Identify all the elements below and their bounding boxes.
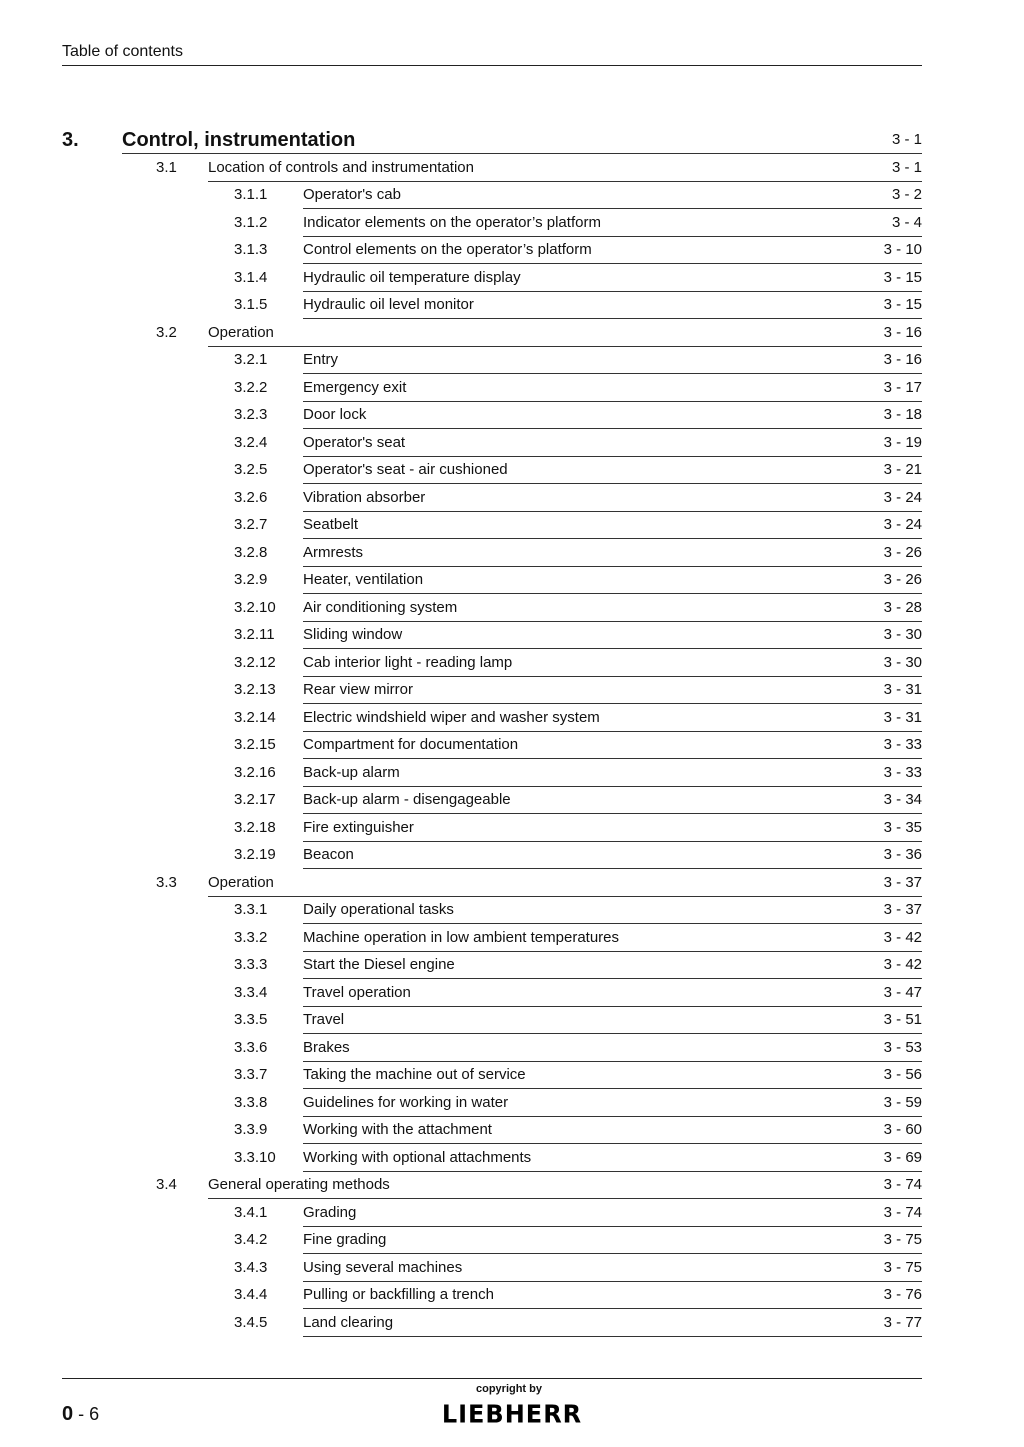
toc-entry[interactable] [0, 704, 1024, 732]
toc-entry-number: 3.1.2 [234, 213, 268, 231]
toc-entry-page: 3 - 19 [883, 433, 922, 451]
toc-entry[interactable] [0, 869, 1024, 897]
toc-entry-line [303, 731, 922, 759]
toc-entry-page: 3 - 37 [883, 901, 922, 918]
toc-entry-title: Seatbelt [303, 516, 359, 533]
toc-entry[interactable] [0, 759, 1024, 787]
toc-entry-number: 3.2.11 [234, 626, 275, 643]
toc-entry[interactable] [0, 1116, 1024, 1144]
toc-entry-page: 3 - 77 [883, 1313, 922, 1331]
toc-entry-page: 3 - 24 [883, 488, 922, 506]
toc-entry-line [303, 1089, 922, 1117]
toc-entry-page: 3 - 26 [883, 543, 922, 561]
toc-entry[interactable] [0, 979, 1024, 1007]
page-header [62, 40, 922, 66]
toc-entry-page: 3 - 26 [883, 571, 922, 588]
toc-entry-line [303, 649, 922, 677]
toc-entry-title: Entry [303, 351, 339, 368]
toc-entry-number: 3.1.3 [234, 241, 268, 258]
toc-entry[interactable] [0, 1061, 1024, 1089]
toc-entry-number: 3.2.3 [234, 406, 268, 423]
toc-entry-number: 3.3.6 [234, 1038, 268, 1056]
toc-entry[interactable] [0, 484, 1024, 512]
toc-entry-line [303, 951, 922, 979]
toc-entry-number: 3.1.5 [234, 296, 268, 313]
toc-entry-page: 3 - 33 [883, 736, 922, 753]
toc-entry-line [303, 1281, 922, 1309]
toc-entry-page: 3 - 31 [883, 708, 922, 726]
toc-entry-title: Daily operational tasks [303, 901, 454, 918]
toc-entry-title: Machine operation in low ambient temperatures [303, 928, 620, 946]
toc-entry-title: Operator's seat [303, 433, 406, 451]
toc-entry-number: 3.2.2 [234, 378, 268, 396]
toc-entry-title: Indicator elements on the operator’s platform [303, 213, 601, 231]
toc-entry-line [303, 566, 922, 594]
toc-entry-line [303, 484, 922, 512]
toc-entry-number: 3. [62, 129, 79, 151]
toc-entry-page: 3 - 36 [883, 846, 922, 863]
toc-entry-number: 3.2.7 [234, 516, 268, 533]
toc-entry-line [303, 1116, 922, 1144]
toc-entry-page: 3 - 76 [883, 1286, 922, 1303]
toc-entry-page: 3 - 16 [883, 323, 922, 341]
toc-entry-title: Rear view mirror [303, 681, 414, 698]
toc-entry-number: 3.2.17 [234, 791, 276, 808]
toc-entry-number: 3.3.10 [234, 1148, 276, 1166]
toc-entry-line [303, 759, 922, 787]
toc-entry-number: 3.3.7 [234, 1066, 268, 1083]
toc-entry-line [208, 869, 922, 897]
toc-entry-line [303, 896, 922, 924]
toc-entry[interactable] [0, 456, 1024, 484]
toc-entry[interactable] [0, 181, 1024, 209]
toc-entry-title: Grading [303, 1203, 357, 1221]
toc-entry-title: Operator's cab [303, 186, 401, 203]
toc-entry[interactable] [0, 1171, 1024, 1199]
toc-entry-page: 3 - 18 [883, 406, 922, 423]
toc-entry-page: 3 - 37 [883, 873, 922, 891]
toc-entry-title: Compartment for documentation [303, 736, 519, 753]
toc-entry-number: 3.2.18 [234, 818, 276, 836]
toc-entry-page: 3 - 56 [883, 1066, 922, 1083]
toc-entry[interactable] [0, 676, 1024, 704]
toc-entry-page: 3 - 31 [883, 681, 922, 698]
toc-entry-line [303, 291, 922, 319]
toc-entry-page: 3 - 75 [883, 1258, 922, 1276]
toc-entry-title: Guidelines for working in water [303, 1093, 509, 1111]
toc-entry-line [303, 786, 922, 814]
toc-entry[interactable] [0, 236, 1024, 264]
toc-entry[interactable] [0, 566, 1024, 594]
toc-entry-line [303, 264, 922, 292]
toc-entry-number: 3.2.4 [234, 433, 268, 451]
toc-entry[interactable] [0, 319, 1024, 347]
toc-entry-page: 3 - 74 [883, 1203, 922, 1221]
toc-entry-line [303, 1034, 922, 1062]
toc-entry-line [208, 154, 922, 182]
toc-entry-line [303, 209, 922, 237]
toc-entry[interactable] [0, 291, 1024, 319]
toc-entry-line [303, 236, 922, 264]
toc-entry-number: 3.4.4 [234, 1286, 268, 1303]
toc-entry-number: 3.1.1 [234, 186, 268, 203]
toc-entry[interactable] [0, 1281, 1024, 1309]
toc-entry-number: 3.3.5 [234, 1011, 268, 1028]
toc-entry-title: Land clearing [303, 1313, 394, 1331]
toc-entry-title: Fine grading [303, 1231, 387, 1248]
toc-entry-title: Beacon [303, 846, 354, 863]
toc-entry-line [303, 456, 922, 484]
toc-entry-number: 3.2.19 [234, 846, 276, 863]
toc-entry-line [122, 126, 922, 154]
toc-entry-title: Electric windshield wiper and washer system [303, 708, 600, 726]
toc-entry[interactable] [0, 1089, 1024, 1117]
toc-entry-number: 3.3.9 [234, 1121, 268, 1138]
toc-entry-line [303, 374, 922, 402]
toc-entry-title: Travel operation [303, 983, 411, 1001]
toc-entry-number: 3.3 [156, 873, 177, 891]
toc-entry[interactable] [0, 896, 1024, 924]
toc-entry-number: 3.2.13 [234, 681, 276, 698]
toc-entry-number: 3.3.4 [234, 983, 268, 1001]
page-number-page: - 6 [73, 1404, 100, 1424]
footer-divider [62, 1378, 922, 1379]
toc-entry-title: Operation [208, 323, 274, 341]
toc-entry-page: 3 - 1 [891, 158, 922, 176]
toc-entry-title: Travel [303, 1011, 345, 1028]
toc-entry-line [303, 979, 922, 1007]
toc-entry-line [303, 429, 922, 457]
toc-entry[interactable] [0, 594, 1024, 622]
toc-entry-page: 3 - 53 [883, 1038, 922, 1056]
toc-entry[interactable] [0, 429, 1024, 457]
toc-entry-number: 3.2.14 [234, 708, 276, 726]
toc-entry-line [208, 1171, 922, 1199]
toc-entry-line [303, 1144, 922, 1172]
toc-entry[interactable] [0, 346, 1024, 374]
toc-entry-title: Start the Diesel engine [303, 956, 455, 973]
toc-entry-line [208, 319, 922, 347]
toc-entry-title: Pulling or backfilling a trench [303, 1286, 494, 1303]
toc-entry[interactable] [0, 621, 1024, 649]
toc-entry-number: 3.2.1 [234, 351, 268, 368]
toc-entry-number: 3.2.12 [234, 653, 276, 671]
toc-entry-title: Control elements on the operator’s platform [303, 241, 592, 258]
toc-entry-line [303, 539, 922, 567]
toc-entry-line [303, 181, 922, 209]
toc-entry-line [303, 594, 922, 622]
toc-entry-number: 3.2.8 [234, 543, 268, 561]
toc-entry-number: 3.2.16 [234, 763, 276, 781]
toc-entry-line [303, 841, 922, 869]
toc-entry-line [303, 1309, 922, 1337]
toc-entry-page: 3 - 17 [883, 378, 922, 396]
toc-entry-page: 3 - 21 [883, 461, 922, 478]
toc-entry[interactable] [0, 649, 1024, 677]
toc-entry-line [303, 924, 922, 952]
toc-entry-number: 3.3.3 [234, 956, 268, 973]
toc-entry-line [303, 346, 922, 374]
toc-entry-line [303, 1226, 922, 1254]
toc-entry-title: Hydraulic oil level monitor [303, 296, 474, 313]
toc-entry-page: 3 - 42 [883, 956, 922, 973]
toc-entry-title: Door lock [303, 406, 367, 423]
toc-entry-number: 3.3.1 [234, 901, 268, 918]
toc-entry-page: 3 - 47 [883, 983, 922, 1001]
toc-entry-line [303, 511, 922, 539]
toc-entry-title: Brakes [303, 1038, 350, 1056]
toc-entry-title: Operator's seat - air cushioned [303, 461, 508, 478]
toc-entry[interactable] [0, 731, 1024, 759]
toc-entry[interactable] [0, 1034, 1024, 1062]
page-number-chapter: 0 [62, 1403, 74, 1425]
toc-entry-title: Emergency exit [303, 378, 407, 396]
toc-entry-title: Location of controls and instrumentation [208, 158, 474, 176]
toc-entry-page: 3 - 1 [891, 131, 922, 148]
toc-entry-title: Back-up alarm [303, 763, 400, 781]
toc-entry-number: 3.3.8 [234, 1093, 268, 1111]
toc-entry-page: 3 - 24 [883, 516, 922, 533]
toc-entry[interactable] [0, 1309, 1024, 1337]
toc-entry[interactable] [0, 951, 1024, 979]
toc-entry-title: Working with the attachment [303, 1121, 492, 1138]
toc-entry-title: General operating methods [208, 1176, 390, 1193]
toc-entry[interactable] [0, 841, 1024, 869]
toc-entry-page: 3 - 30 [883, 626, 922, 643]
toc-entry-number: 3.4.2 [234, 1231, 268, 1248]
toc-entry-number: 3.2.5 [234, 461, 268, 478]
toc-entry-page: 3 - 4 [891, 213, 922, 231]
toc-entry-number: 3.4.5 [234, 1313, 268, 1331]
toc-entry-title: Air conditioning system [303, 598, 458, 616]
toc-entry[interactable] [0, 1226, 1024, 1254]
toc-entry-title: Using several machines [303, 1258, 463, 1276]
toc-entry-page: 3 - 10 [883, 241, 922, 258]
toc-entry-page: 3 - 42 [883, 928, 922, 946]
toc-entry-title: Heater, ventilation [303, 571, 424, 588]
toc-entry-number: 3.2.9 [234, 571, 268, 588]
toc-entry-title: Sliding window [303, 626, 403, 643]
toc-entry-title: Vibration absorber [303, 488, 426, 506]
toc-entry[interactable] [0, 126, 1024, 154]
toc-entry[interactable] [0, 924, 1024, 952]
toc-entry[interactable] [0, 374, 1024, 402]
toc-entry-line [303, 1199, 922, 1227]
toc-entry[interactable] [0, 1254, 1024, 1282]
toc-entry-page: 3 - 74 [883, 1176, 922, 1193]
toc-entry[interactable] [0, 154, 1024, 182]
toc-entry-number: 3.2.6 [234, 488, 268, 506]
toc-entry-page: 3 - 2 [891, 186, 922, 203]
toc-entry-number: 3.2.10 [234, 598, 276, 616]
toc-entry-line [303, 814, 922, 842]
toc-entry[interactable] [0, 1006, 1024, 1034]
toc-entry-number: 3.2 [156, 323, 177, 341]
toc-entry-title: Working with optional attachments [303, 1148, 532, 1166]
toc-entry-title: Taking the machine out of service [303, 1066, 526, 1083]
toc-entry-title: Cab interior light - reading lamp [303, 653, 513, 671]
toc-entry-line [303, 1061, 922, 1089]
toc-entry-page: 3 - 15 [883, 268, 922, 286]
page-number [62, 1402, 99, 1426]
toc-entry-page: 3 - 30 [883, 653, 922, 671]
toc-entry-page: 3 - 69 [883, 1148, 922, 1166]
liebherr-logo-icon: LIEBHERR [441, 1399, 583, 1429]
toc-entry-page: 3 - 28 [883, 598, 922, 616]
toc-entry-number: 3.4 [156, 1176, 177, 1193]
toc-entry-page: 3 - 60 [883, 1121, 922, 1138]
toc-entry-title: Back-up alarm - disengageable [303, 791, 511, 808]
toc-entry-title: Operation [208, 873, 274, 891]
toc-entry[interactable] [0, 511, 1024, 539]
toc-entry-title: Fire extinguisher [303, 818, 414, 836]
toc-entry-line [303, 676, 922, 704]
toc-entry-line [303, 704, 922, 732]
toc-entry-page: 3 - 34 [883, 791, 922, 808]
toc-entry-page: 3 - 15 [883, 296, 922, 313]
toc-entry-page: 3 - 75 [883, 1231, 922, 1248]
toc-entry-page: 3 - 59 [883, 1093, 922, 1111]
toc-entry-number: 3.1.4 [234, 268, 268, 286]
toc-entry[interactable] [0, 814, 1024, 842]
copyright-label: copyright by [475, 1383, 542, 1395]
toc-entry-title: Control, instrumentation [122, 129, 356, 151]
toc-entry-number: 3.4.1 [234, 1203, 268, 1221]
header-title: Table of contents [62, 43, 183, 60]
toc-entry-number: 3.1 [156, 158, 177, 176]
toc-entry-line [303, 401, 922, 429]
toc-entry-line [303, 1254, 922, 1282]
toc-entry-number: 3.4.3 [234, 1258, 268, 1276]
toc-entry[interactable] [0, 264, 1024, 292]
toc-entry-page: 3 - 16 [883, 351, 922, 368]
toc-entry-title: Armrests [303, 543, 363, 561]
toc-entry[interactable] [0, 1199, 1024, 1227]
toc-entry-line [303, 621, 922, 649]
toc-entry-page: 3 - 33 [883, 763, 922, 781]
toc-entry[interactable] [0, 209, 1024, 237]
toc-entry-title: Hydraulic oil temperature display [303, 268, 521, 286]
toc-entry[interactable] [0, 539, 1024, 567]
toc-entry-page: 3 - 51 [883, 1011, 922, 1028]
toc-entry-number: 3.2.15 [234, 736, 276, 753]
toc-entry[interactable] [0, 1144, 1024, 1172]
toc-entry[interactable] [0, 786, 1024, 814]
toc-entry-page: 3 - 35 [883, 818, 922, 836]
toc-entry-line [303, 1006, 922, 1034]
toc-entry[interactable] [0, 401, 1024, 429]
toc-entry-number: 3.3.2 [234, 928, 268, 946]
